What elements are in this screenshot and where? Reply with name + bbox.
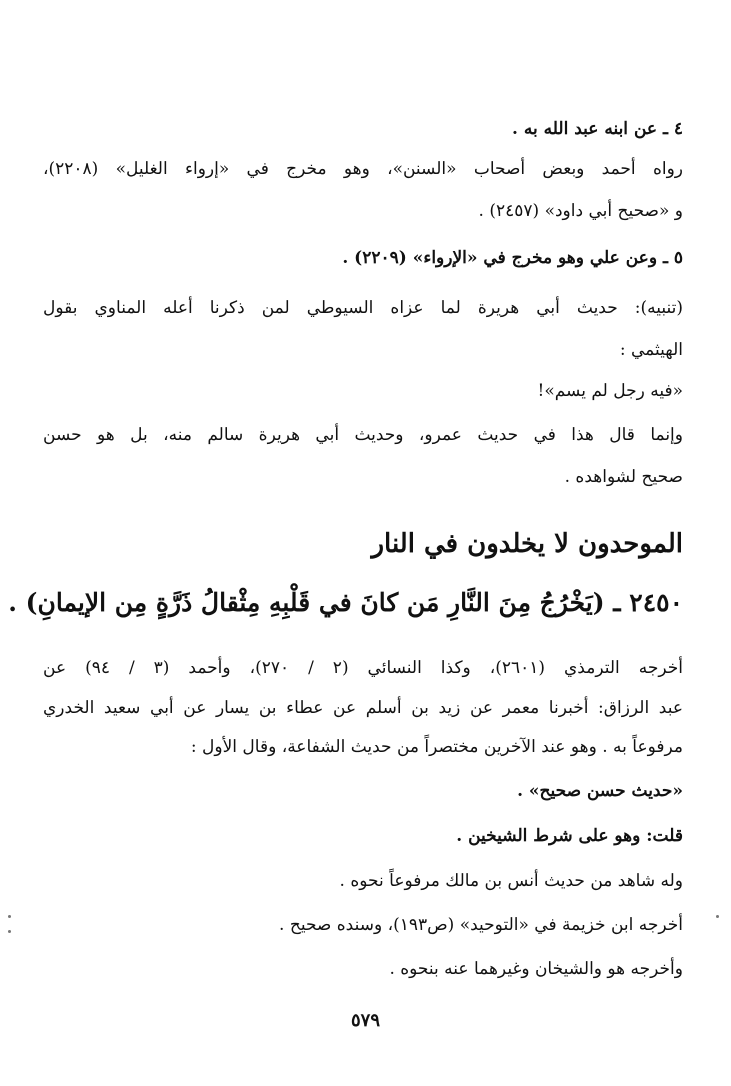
text-line: «حديث حسن صحيح» . — [517, 781, 683, 801]
text-line: أخرجه الترمذي (٢٦٠١)، وكذا النسائي (٢ / ٢٧٠)، وأحمد (٣ / ٩٤) عن — [43, 658, 683, 678]
scan-speck — [8, 930, 11, 933]
text-line: قلت: وهو على شرط الشيخين . — [456, 826, 683, 846]
text-line: صحيح لشواهده . — [564, 467, 683, 487]
section-heading: الموحدون لا يخلدون في النار — [371, 529, 683, 559]
text-line: «فيه رجل لم يسم»! — [537, 381, 683, 401]
page-number: ٥٧٩ — [350, 1010, 380, 1031]
text-line: ٤ ـ عن ابنه عبد الله به . — [512, 119, 683, 139]
text-line: وأخرجه هو والشيخان وغيرهما عنه بنحوه . — [389, 959, 683, 979]
text-line: (تنبيه): حديث أبي هريرة لما عزاه السيوطي لمن ذكرنا أعله المناوي بقول — [43, 298, 683, 318]
text-line: و «صحيح أبي داود» (٢٤٥٧) . — [478, 201, 683, 221]
scan-speck — [716, 915, 719, 918]
text-line: رواه أحمد وبعض أصحاب «السنن»، وهو مخرج في «إرواء الغليل» (٢٢٠٨)، — [43, 159, 683, 179]
text-line: وله شاهد من حديث أنس بن مالك مرفوعاً نحوه . — [339, 871, 683, 891]
hadith-heading: ٢٤٥٠ ـ (يَخْرُجُ مِنَ النَّارِ مَن كانَ في قَلْبِهِ مِثْقالُ ذَرَّةٍ مِن الإيمانِ) . — [8, 588, 683, 617]
scan-speck — [8, 915, 11, 918]
text-line: أخرجه ابن خزيمة في «التوحيد» (ص١٩٣)، وسنده صحيح . — [279, 915, 683, 935]
text-line: مرفوعاً به . وهو عند الآخرين مختصراً من حديث الشفاعة، وقال الأول : — [190, 737, 683, 757]
text-line: وإنما قال هذا في حديث عمرو، وحديث أبي هريرة سالم منه، بل هو حسن — [43, 425, 683, 445]
text-line: ٥ ـ وعن علي وهو مخرج في «الإرواء» (٢٢٠٩) . — [342, 248, 683, 268]
text-line: عبد الرزاق: أخبرنا معمر عن زيد بن أسلم عن عطاء بن يسار عن أبي سعيد الخدري — [43, 698, 683, 718]
text-line: الهيثمي : — [619, 340, 683, 360]
